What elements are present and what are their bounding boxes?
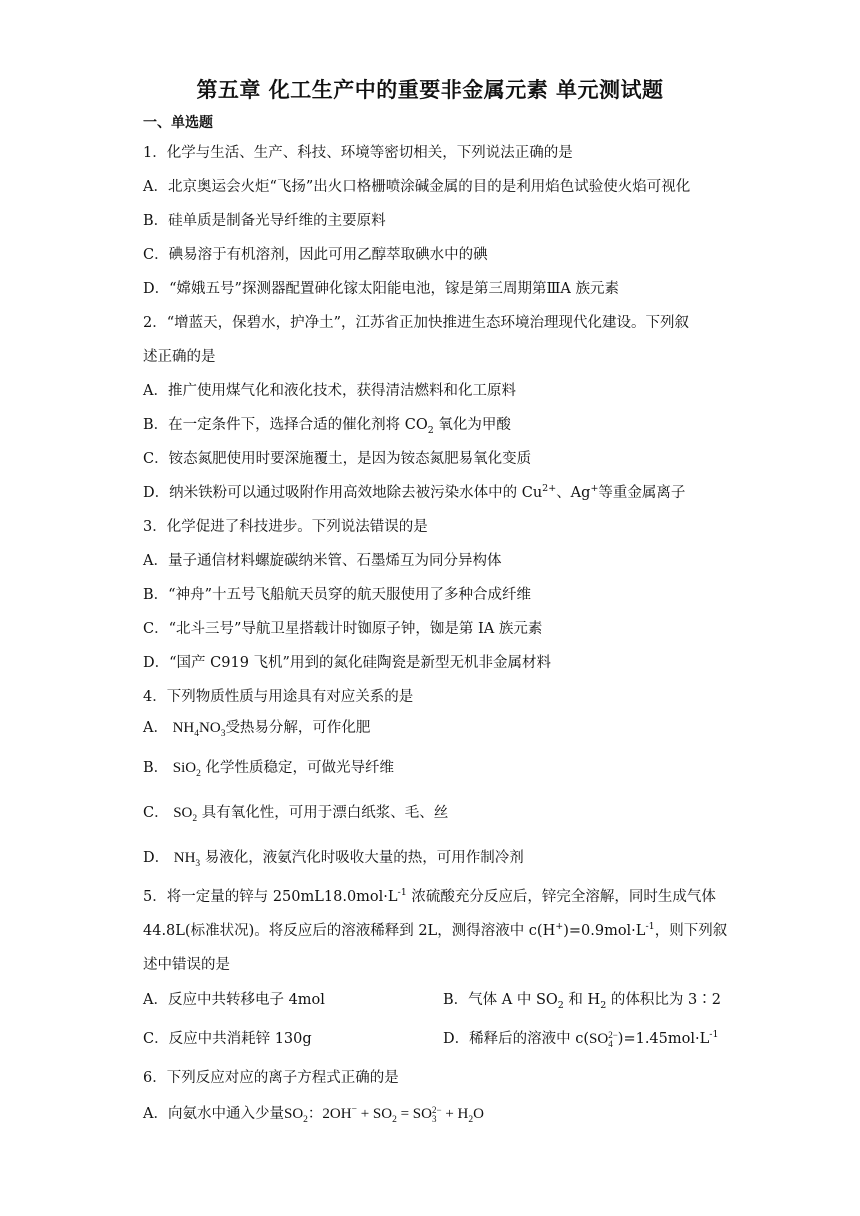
question-3-option-b: B．“神舟”十五号飞船航天员穿的航天服使用了多种合成纤维: [143, 587, 531, 603]
question-1-stem: 1．化学与生活、生产、科技、环境等密切相关，下列说法正确的是: [143, 145, 573, 161]
question-5-stem-line2: 44.8L(标准状况)。将反应后的溶液稀释到 2L，测得溶液中 $c(H^+)=0.9mol\cdot L^{-1}$，则下列叙: [143, 921, 728, 939]
question-2-stem-line1: 2．“增蓝天，保碧水，护净土”，江苏省正加快推进生态环境治理现代化建设。下列叙: [143, 315, 690, 331]
question-4-option-b: B． SiO$_2$ 化学性质稳定，可做光导纤维: [143, 760, 394, 779]
question-4-option-d: D． $NH_3$ 易液化，液氨汽化时吸收大量的热，可用作制冷剂: [143, 850, 524, 869]
question-6-stem: 6．下列反应对应的离子方程式正确的是: [143, 1070, 399, 1086]
question-4-option-a: A． $NH_4NO_3$受热易分解，可作化肥: [143, 720, 371, 739]
question-2-option-c: C．铵态氮肥使用时要深施覆土，是因为铵态氮肥易氧化变质: [143, 451, 532, 467]
question-3-option-c: C．“北斗三号”导航卫星搭载计时铷原子钟，铷是第 IA 族元素: [143, 621, 543, 637]
question-2-option-d: D．纳米铁粉可以通过吸附作用高效地除去被污染水体中的 $Cu^{2+}$、Ag+等重金属离子: [143, 483, 686, 501]
question-5-stem-line3: 述中错误的是: [143, 957, 230, 973]
question-4-stem: 4．下列物质性质与用途具有对应关系的是: [143, 689, 414, 705]
question-3-option-a: A．量子通信材料螺旋碳纳米管、石墨烯互为同分异构体: [143, 553, 502, 569]
question-2-option-b: B．在一定条件下，选择合适的催化剂将 $CO_2$ 氧化为甲酸: [143, 417, 511, 436]
question-2-stem-line2: 述正确的是: [143, 349, 216, 365]
question-5-option-d: D．稀释后的溶液中 c(SO 2− 4 )$=1.45mol\cdot L^{-1}$: [443, 1029, 719, 1049]
question-2-option-a: A．推广使用煤气化和液化技术，获得清洁燃料和化工原料: [143, 383, 516, 399]
question-1-option-c: C．碘易溶于有机溶剂，因此可用乙醇萃取碘水中的碘: [143, 247, 488, 263]
question-4-option-c: C． $SO_2$ 具有氧化性，可用于漂白纸浆、毛、丝: [143, 805, 449, 824]
question-5-option-b: B．气体 A 中 $SO_2$ 和 $H_2$ 的体积比为 3∶2: [443, 992, 721, 1011]
question-5-option-c: C．反应中共消耗锌 130g: [143, 1031, 312, 1047]
question-5-stem-line1: 5．将一定量的锌与 $250mL18.0mol\cdot L^{-1}$ 浓硫酸充分反应后，锌完全溶解，同时生成气体: [143, 887, 716, 905]
question-5-option-a: A．反应中共转移电子 4mol: [143, 992, 325, 1008]
question-1-option-a: A．北京奥运会火炬“飞扬”出火口格栅喷涂碱金属的目的是利用焰色试验使火焰可视化: [143, 179, 691, 195]
question-1-option-d: D．“嫦娥五号”探测器配置砷化镓太阳能电池，镓是第三周期第ⅢA 族元素: [143, 281, 620, 297]
question-1-option-b: B．硅单质是制备光导纤维的主要原料: [143, 213, 386, 229]
document-title: 第五章 化工生产中的重要非金属元素 单元测试题: [196, 78, 664, 102]
question-3-option-d: D．“国产 C919 飞机”用到的氮化硅陶瓷是新型无机非金属材料: [143, 655, 551, 671]
question-6-option-a: A．向氨水中通入少量$SO_2$：$2OH^- + SO_2$ = SO 2− 3 + $H_2O$: [143, 1104, 484, 1125]
section-heading: 一、单选题: [143, 115, 213, 131]
question-3-stem: 3．化学促进了科技进步。下列说法错误的是: [143, 519, 428, 535]
